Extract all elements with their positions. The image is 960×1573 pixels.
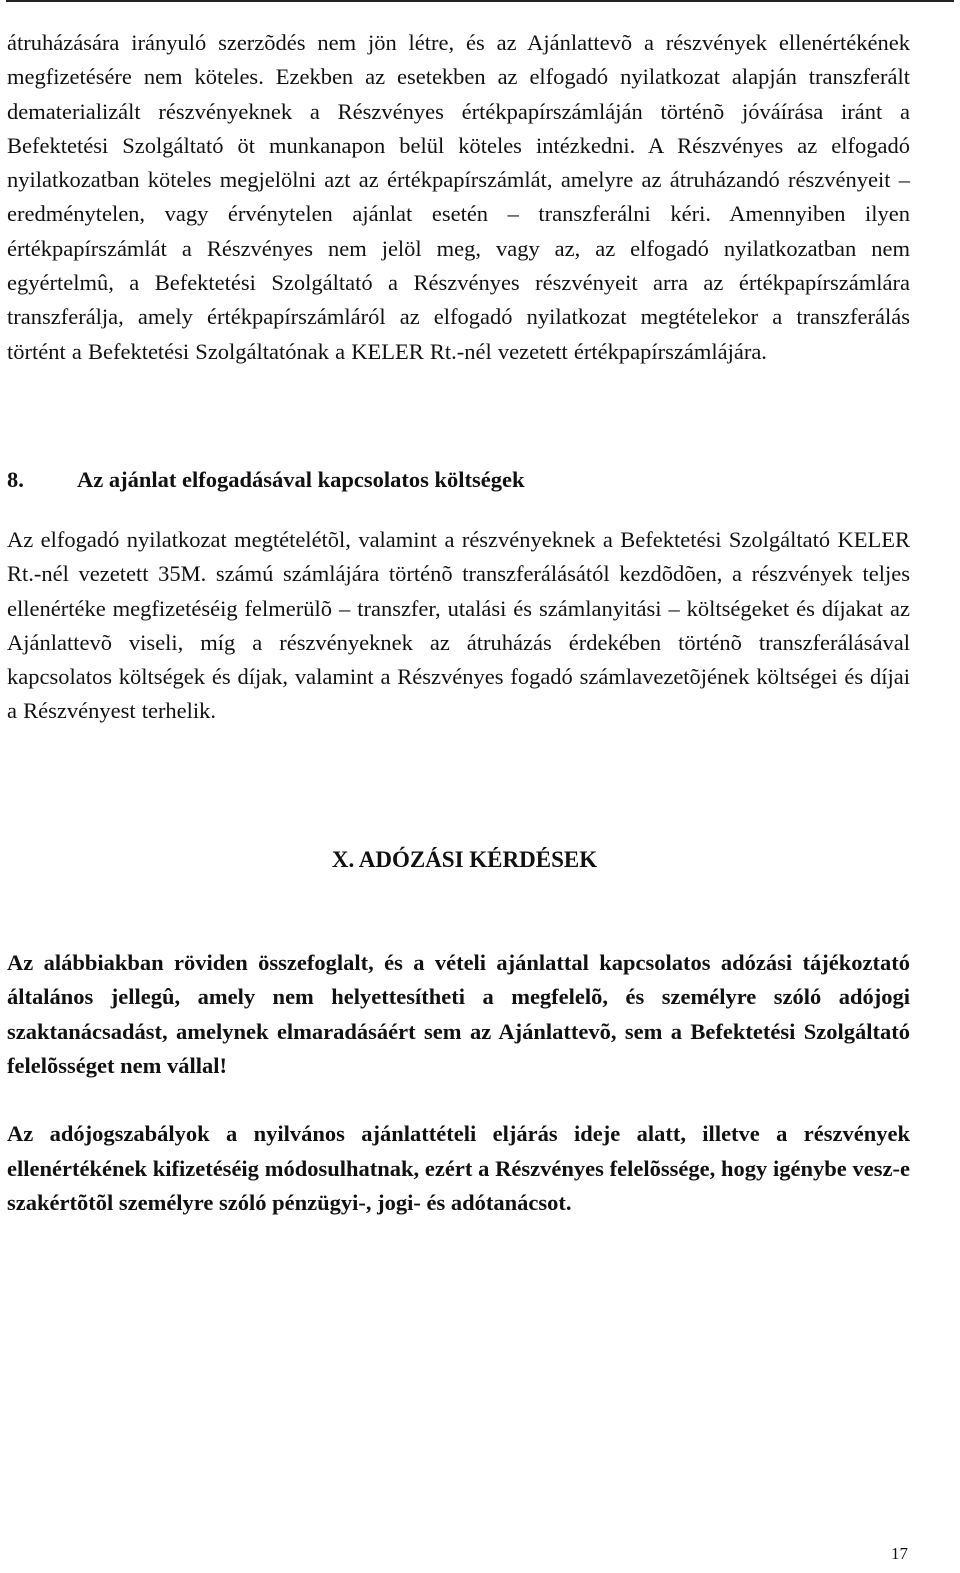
tax-disclaimer-paragraph: Az alábbiakban röviden összefoglalt, és a vételi ajánlattal kapcsolatos adózási tájékoztató általános jellegû, amely nem helyettesítheti a megfelelõ, és személyre szóló adójogi szaktanácsadást, amelynek elmaradásáért sem az Ajánlattevõ, sem a Befektetési Szolgáltató felelõsséget nem vállal!	[7, 949, 910, 1078]
document-page	[7, 26, 910, 1221]
chapter-title: X. ADÓZÁSI KÉRDÉSEK	[331, 846, 598, 872]
section-title: Az ajánlat elfogadásával kapcsolatos költségek	[77, 466, 525, 492]
tax-law-paragraph: Az adójogszabályok a nyilvános ajánlattételi eljárás ideje alatt, illetve a részvények ellenértékének kifizetéséig módosulhatnak, ezért a Részvényes felelõssége, hogy igénybe vesz-e szakértõtõl személyre szóló pénzügyi-, jogi- és adótanácsot.	[7, 1121, 910, 1216]
paragraph-continuation: átruházására irányuló szerzõdés nem jön létre, és az Ajánlattevõ a részvények ellenértékének megfizetésére nem köteles. Ezekben az esetekben az elfogadó nyilatkozat alapján transzferált dematerializált részvényeknek a Részvényes értékpapírszámláján történõ jóváírása iránt a Befektetési Szolgáltató öt munkanapon belül köteles intézkedni. A Részvényes az elfogadó nyilatkozatban köteles megjelölni azt az értékpapírszámlát, amelyre az átruházandó részvényeit – eredménytelen, vagy érvénytelen ajánlat esetén – transzferálni kéri. Amennyiben ilyen értékpapírszámlát a Részvényes nem jelöl meg, vagy az, az elfogadó nyilatkozatban nem egyértelmû, a Befektetési Szolgáltató a Részvényes részvényeit arra az értékpapírszámlára transzferálja, amely értékpapírszámláról az elfogadó nyilatkozat megtételekor a transzferálás történt a Befektetési Szolgáltatónak a KELER Rt.-nél vezetett értékpapírszámlájára.	[7, 30, 910, 364]
section-8-heading	[7, 463, 910, 497]
section-number: 8.	[7, 466, 24, 492]
page-number: 17	[891, 1544, 908, 1563]
header-rule	[6, 0, 954, 2]
section-8-body: Az elfogadó nyilatkozat megtételétõl, valamint a részvényeknek a Befektetési Szolgáltató KELER Rt.-nél vezetett 35M. számú számlájára történõ transzferálásától kezdõdõen, a részvények teljes ellenértéke megfizetéséig felmerülõ – transzfer, utalási és számlanyitási – költségeket és díjakat az Ajánlattevõ viseli, míg a részvényeknek az átruházás érdekében történõ transzferálásával kapcsolatos költségek és díjak, valamint a Részvényes fogadó számlavezetõjének költségei és díjai a Részvényest terhelik.	[7, 526, 910, 724]
